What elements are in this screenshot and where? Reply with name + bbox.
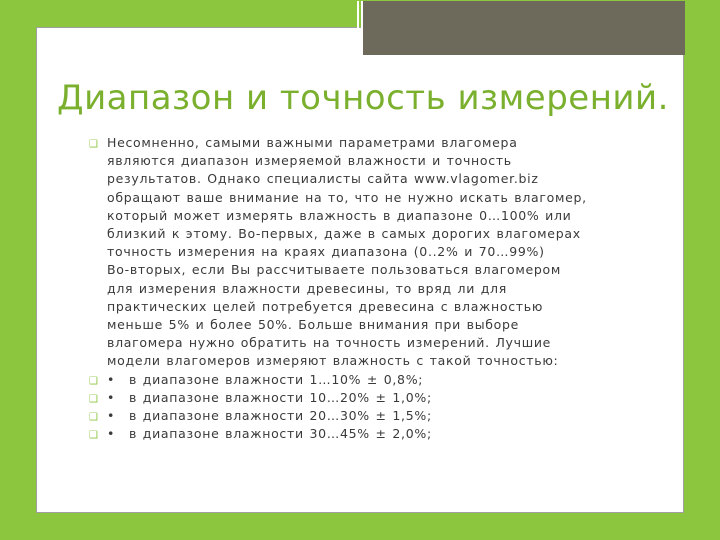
range-bullet (87, 425, 657, 443)
paragraph-line: Во-вторых, если Вы рассчитываете пользоваться влагомером (107, 262, 561, 278)
hollow-square-bullet-icon: ❑ (89, 430, 99, 442)
sub-bullet-dot: • (107, 371, 116, 387)
range-bullet-text: в диапазоне влажности 20…30% ± 1,5%; (129, 408, 432, 424)
range-bullet (87, 371, 657, 389)
slide-title: Диапазон и точность измерений. (57, 78, 669, 118)
sub-bullet-dot: • (107, 426, 116, 442)
range-bullet (87, 389, 657, 407)
range-bullet-text: в диапазоне влажности 30…45% ± 2,0%; (129, 426, 432, 442)
hollow-square-bullet-icon: ❑ (89, 412, 99, 424)
paragraph-line: результатов. Однако специалисты сайта www.vlagomer.biz (107, 171, 539, 187)
hollow-square-bullet-icon: ❑ (89, 393, 99, 405)
bullet-list (87, 134, 657, 443)
range-bullet-text: в диапазоне влажности 1…10% ± 0,8%; (129, 371, 424, 387)
hollow-square-bullet-icon: ❑ (89, 375, 99, 387)
range-bullet-text: в диапазоне влажности 10…20% ± 1,0%; (129, 389, 432, 405)
paragraph-line: меньше 5% и более 50%. Больше внимания при выборе (107, 317, 520, 333)
paragraph-line: близкий к этому. Во-первых, даже в самых дорогих влагомерах (107, 226, 581, 242)
slide (36, 27, 684, 513)
sub-bullet-dot: • (107, 408, 116, 424)
paragraph-line: обращают ваше внимание на то, что не нужно искать влагомер, (107, 189, 587, 205)
paragraph-line: для измерения влажности древесины, то вряд ли для (107, 280, 507, 296)
paragraph-line: влагомера нужно обратить на точность измерений. Лучшие (107, 335, 552, 351)
hollow-square-bullet-icon: ❑ (89, 139, 99, 150)
accent-block (361, 1, 685, 55)
paragraph-line: точность измерения на краях диапазона (0..2% и 70…99%) (107, 244, 545, 260)
paragraph-line: Несомненно, самыми важными параметрами влагомера (107, 135, 518, 150)
paragraph-line: являются диапазон измеряемой влажности и точность (107, 153, 512, 169)
main-paragraph (87, 134, 657, 371)
range-bullet (87, 407, 657, 425)
paragraph-line: практических целей потребуется древесина с влажностью (107, 298, 544, 314)
paragraph-line: который может измерять влажность в диапазоне 0…100% или (107, 207, 572, 223)
paragraph-line: модели влагомеров измеряют влажность с такой точностью: (107, 353, 559, 369)
sub-bullet-dot: • (107, 389, 116, 405)
